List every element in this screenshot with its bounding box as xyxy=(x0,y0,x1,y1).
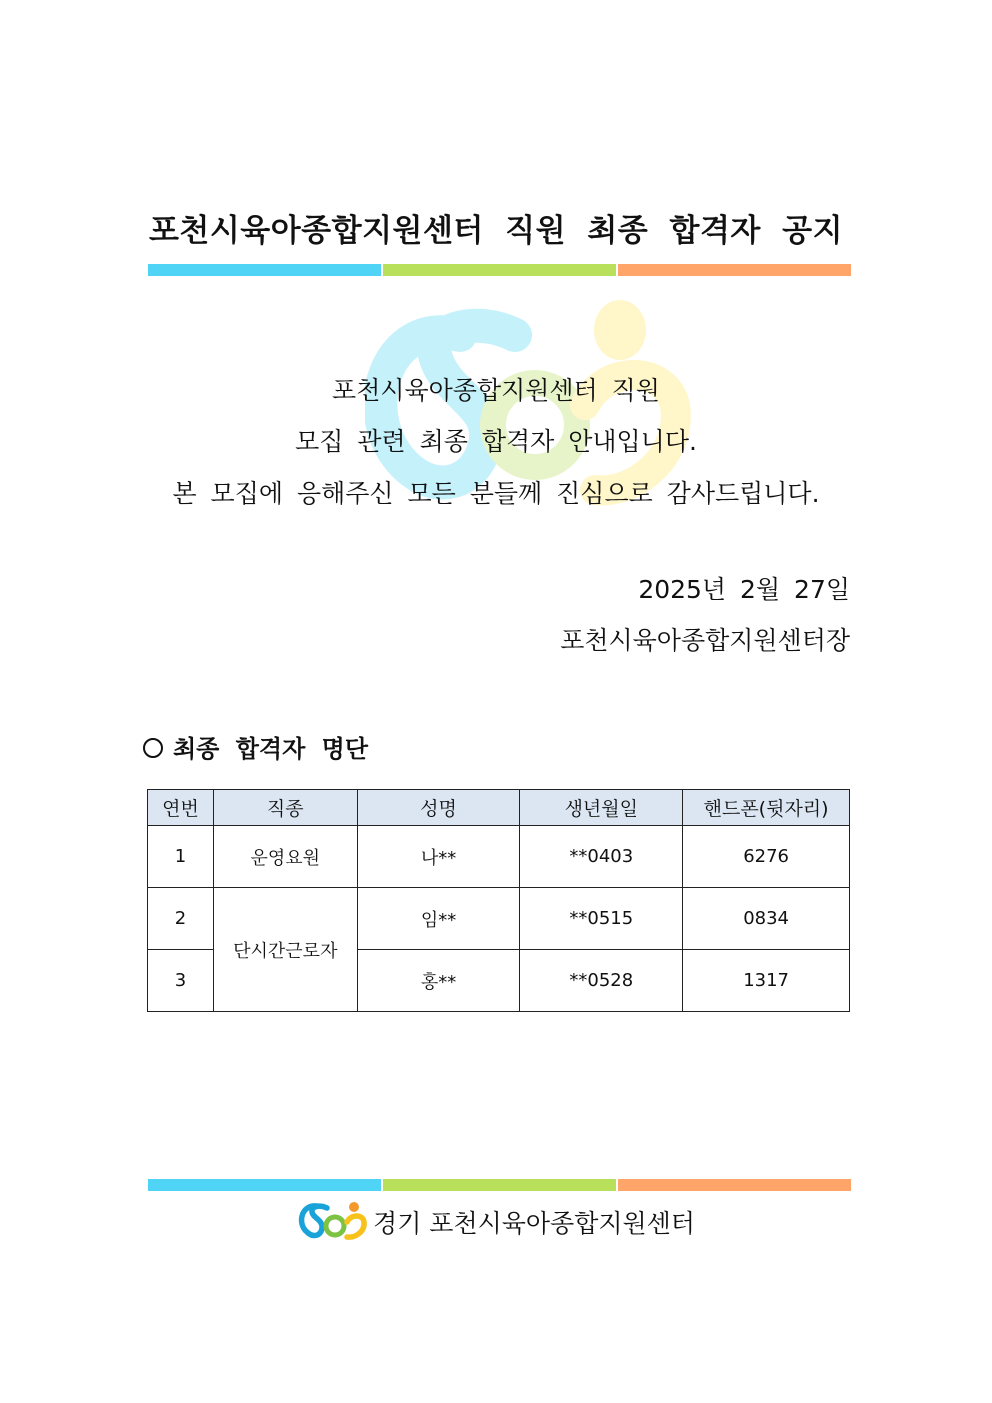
table-row xyxy=(148,888,850,950)
section-heading xyxy=(143,729,368,764)
notice-line-1: 포천시육아종합지원센터 직원 xyxy=(332,376,660,405)
cell-name: 홍** xyxy=(357,950,520,1012)
divider-orange-segment xyxy=(618,264,851,276)
cell-name: 임** xyxy=(357,888,520,950)
divider-blue-segment xyxy=(148,264,381,276)
cell-phone: 0834 xyxy=(683,888,850,950)
sci-logo-icon xyxy=(297,1200,369,1244)
header-no: 연번 xyxy=(148,790,214,826)
header-phone: 핸드폰(뒷자리) xyxy=(683,790,850,826)
divider-green-segment xyxy=(383,1179,616,1191)
table-header-row xyxy=(148,790,850,826)
page-title: 포천시육아종합지원센터 직원 최종 합격자 공지 xyxy=(148,213,844,249)
cell-birth: **0403 xyxy=(520,826,683,888)
cell-no: 1 xyxy=(148,826,214,888)
color-divider-top xyxy=(148,264,851,276)
divider-blue-segment xyxy=(148,1179,381,1191)
cell-birth: **0515 xyxy=(520,888,683,950)
section-title: 최종 합격자 명단 xyxy=(173,735,368,763)
footer-logo xyxy=(0,1200,992,1250)
divider-orange-segment xyxy=(618,1179,851,1191)
cell-job-merged: 단시간근로자 xyxy=(213,888,357,1012)
header-name: 성명 xyxy=(357,790,520,826)
table-row xyxy=(148,826,850,888)
cell-phone: 6276 xyxy=(683,826,850,888)
notice-line-3: 본 모집에 응해주신 모든 분들께 진심으로 감사드립니다. xyxy=(172,479,820,508)
footer-org-name: 경기 포천시육아종합지원센터 xyxy=(373,1209,695,1238)
cell-birth: **0528 xyxy=(520,950,683,1012)
cell-job: 운영요원 xyxy=(213,826,357,888)
cell-no: 3 xyxy=(148,950,214,1012)
roster-table xyxy=(147,789,850,1012)
cell-phone: 1317 xyxy=(683,950,850,1012)
notice-line-2: 모집 관련 최종 합격자 안내입니다. xyxy=(295,427,697,456)
notice-date: 2025년 2월 27일 xyxy=(638,575,850,604)
color-divider-bottom xyxy=(148,1179,851,1191)
header-birth: 생년월일 xyxy=(520,790,683,826)
divider-green-segment xyxy=(383,264,616,276)
header-job: 직종 xyxy=(213,790,357,826)
circle-bullet-icon xyxy=(143,738,163,758)
cell-no: 2 xyxy=(148,888,214,950)
notice-signer: 포천시육아종합지원센터장 xyxy=(560,626,850,655)
cell-name: 나** xyxy=(357,826,520,888)
